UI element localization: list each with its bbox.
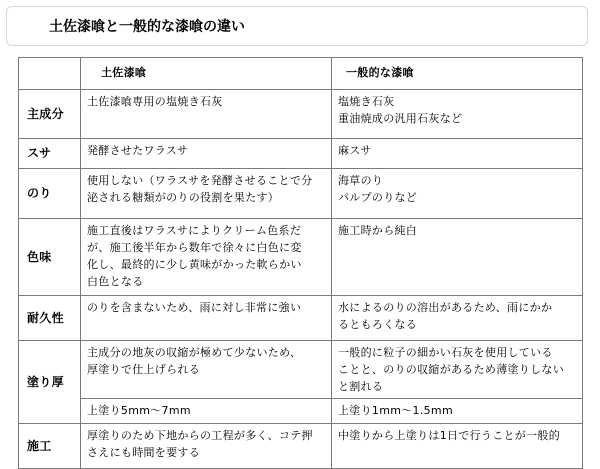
general-cell (332, 90, 583, 139)
tosa-cell (81, 424, 332, 469)
cell-line: 化し、最終的に少し黄味がかった軟らかい (87, 258, 302, 271)
row-label: スサ (19, 139, 81, 169)
header-empty-cell (19, 58, 81, 90)
table-row (19, 219, 583, 296)
cell-line: 主成分の地灰の収縮が極めて少ないため、 (87, 346, 302, 359)
cell-line: と割れる (338, 380, 384, 393)
cell-line: 麻スサ (338, 144, 372, 157)
header-tosa: 土佐漆喰 (81, 58, 332, 90)
row-label: 塗り厚 (19, 341, 81, 424)
general-cell (332, 424, 583, 469)
cell-line: 厚塗りで仕上げられる (87, 363, 200, 376)
cell-line: が、施工後半年から数年で徐々に白色に変 (87, 241, 302, 254)
cell-line: 海草のり (338, 174, 384, 187)
general-cell (332, 341, 583, 399)
header-row (19, 58, 583, 90)
tosa-sub-cell (81, 399, 332, 424)
row-label: のり (19, 169, 81, 219)
table-row (19, 169, 583, 219)
general-sub-cell (332, 399, 583, 424)
row-label: 施工 (19, 424, 81, 469)
cell-line: 上塗り1mm～1.5mm (338, 404, 453, 417)
tosa-cell (81, 341, 332, 399)
cell-line: 厚塗りのため下地からの工程が多く、コテ押 (87, 429, 313, 442)
tosa-cell (81, 296, 332, 341)
cell-line: 一般的に粒子の細かい石灰を使用している (338, 346, 553, 359)
cell-line: 塩焼き石灰 (338, 95, 395, 108)
cell-line: 白色となる (87, 275, 144, 288)
cell-line: 使用しない（ワラスサを発酵させることで分 (87, 174, 313, 187)
tosa-cell (81, 219, 332, 296)
table-row (19, 424, 583, 469)
cell-line: 施工時から純白 (338, 224, 418, 237)
cell-line: 上塗り5mm～7mm (87, 404, 191, 417)
cell-line: 水によるのりの溶出があるため、雨にかか (338, 301, 553, 314)
cell-line: 泌される糖類がのりの役割を果たす） (87, 191, 280, 204)
cell-line: 施工直後はワラスサによりクリーム色系だ (87, 224, 302, 237)
table-row (19, 341, 583, 399)
cell-line: るともろくなる (338, 318, 418, 331)
tosa-cell (81, 90, 332, 139)
page-title: 土佐漆喰と一般的な漆喰の違い (49, 19, 245, 35)
table-row (19, 139, 583, 169)
table-row (19, 90, 583, 139)
cell-line: 中塗りから上塗りは1日で行うことが一般的 (338, 429, 560, 442)
cell-line: さえにも時間を要する (87, 446, 200, 459)
tosa-cell (81, 169, 332, 219)
cell-line: 重油焼成の汎用石灰など (338, 112, 463, 125)
table-row (19, 296, 583, 341)
cell-line: パルプのりなど (338, 191, 418, 204)
tosa-cell (81, 139, 332, 169)
comparison-table (18, 57, 583, 469)
general-cell (332, 169, 583, 219)
cell-line: 発酵させたワラスサ (87, 144, 189, 157)
general-cell (332, 139, 583, 169)
row-label: 耐久性 (19, 296, 81, 341)
general-cell (332, 219, 583, 296)
cell-line: ことと、のりの収縮があるため薄塗りしない (338, 363, 564, 376)
table-row (19, 399, 583, 424)
row-label: 色味 (19, 219, 81, 296)
row-label: 主成分 (19, 90, 81, 139)
cell-line: のりを含まないため、雨に対し非常に強い (87, 301, 302, 314)
cell-line: 土佐漆喰専用の塩焼き石灰 (87, 95, 223, 108)
general-cell (332, 296, 583, 341)
title-box (6, 6, 588, 46)
header-general: 一般的な漆喰 (332, 58, 583, 90)
